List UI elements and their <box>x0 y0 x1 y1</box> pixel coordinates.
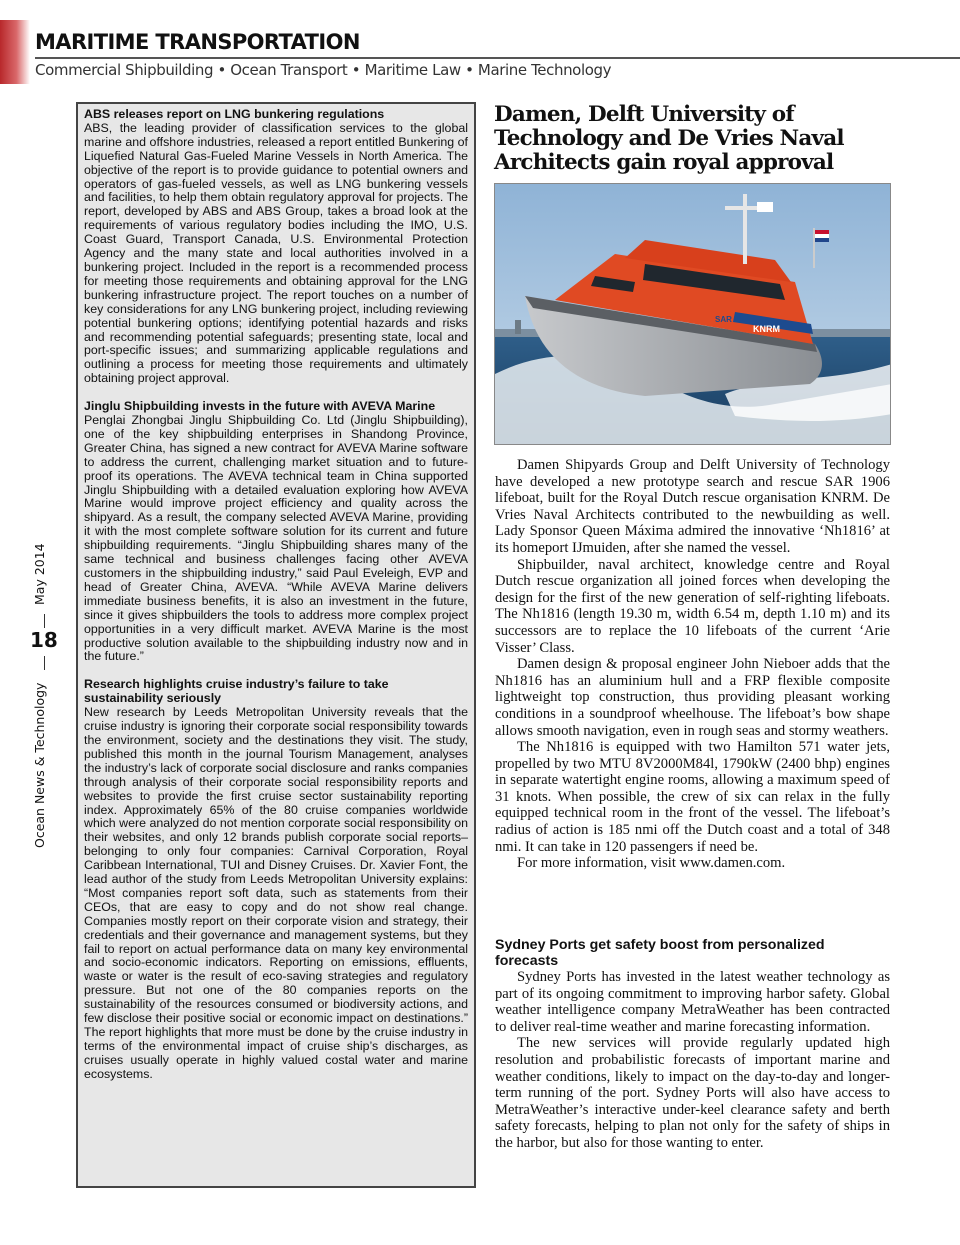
hull-text: KNRM <box>753 324 780 334</box>
brief-headline: Research highlights cruise industry’s failure to take sustainability seriously <box>84 677 389 706</box>
section-title: MARITIME TRANSPORTATION <box>35 30 360 54</box>
story-paragraph: Shipbuilder, naval architect, knowledge centre and Royal Dutch rescue organization all joined forces when developing the design for the first of the new generation of self-righting lifeboats. The Nh1816 (length 19.30 m, width 6.54 m, depth 1.10 m) and its successors are to replace the 10 lifeboats of the current ‘Arie Visser’ Class. <box>495 556 890 656</box>
lifeboat-illustration <box>495 184 891 445</box>
section-subtitle: Commercial Shipbuilding • Ocean Transport • Maritime Law • Marine Technology <box>35 61 612 79</box>
story-paragraph: The Nh1816 is equipped with two Hamilton 571 water jets, propelled by two MTU 8V2000M84l, 1790kW (2400 bhp) engines in separate watertight engine rooms, allowing a maximum speed of 31 knots. When possible, the crew of six can relax in the fully equipped technical room in the front of the vessel. The lifeboat’s radius of action is 185 nmi off the Dutch coast and a total of 348 nmi. It can take in 120 passengers if need be. <box>495 739 890 855</box>
story-paragraph: Damen design & proposal engineer John Nieboer adds that the Nh1816 has an aluminium hull and a FRP flexible composite lightweight top construction, thus providing pleasant working conditions in a soundproof wheelhouse. The lifeboat’s bow shape allows smooth navigation, even in rough seas and stormy weathers. <box>495 656 890 739</box>
lifeboat-photo <box>494 183 891 445</box>
side-divider <box>44 656 45 670</box>
brief-article <box>84 108 468 386</box>
bow-text: SAR <box>715 315 732 324</box>
publication-name: Ocean News & Technology <box>32 682 47 848</box>
story-paragraph: For more information, visit www.damen.com. <box>517 855 786 872</box>
issue-date: May 2014 <box>32 543 47 605</box>
second-story-body <box>495 969 890 1152</box>
page-number: 18 <box>30 628 58 652</box>
header-divider <box>35 57 960 59</box>
story-paragraph: Damen Shipyards Group and Delft University of Technology have developed a new prototype search and rescue SAR 1906 lifeboat, built for the Royal Dutch rescue organisation KNRM. De Vries Naval Architects contributed to the newbuilding as well. Lady Sponsor Queen Máxima admired the innovative ‘Nh1816’ at its homeport IJmuiden, after she named the vessel. <box>495 457 890 556</box>
brief-body: Penglai Zhongbai Jinglu Shipbuilding Co. Ltd (Jinglu Shipbuilding), one of the key shipbuilding enterprises in Shandong Province, Greater China, has signed a new contract for AVEVA Marine software to address the current, challenging market situation and to future-proof its operations. The AVEVA technical team in China supported Jinglu Shipbuilding with a detailed evaluation exploring how AVEVA Marine would improve project efficiency and quality across the shipyard. As a result, the company selected AVEVA Marine, providing it with the most complete software solution for its current and future shipbuilding requirements. “Jinglu Shipbuilding shares many of the same technical and business challenges facing other AVEVA customers in the shipbuilding industry,” said Paul Eveleigh, EVP and head of Greater China, AVEVA. “While AVEVA Marine delivers immediate business benefits, it is also an investment in the future, since it gives shipbuilders the tools to address more complex project opportunities in a very difficult market. AVEVA Marine is the most productive solution available to the shipbuilding industry now and in the future.” <box>84 413 468 664</box>
side-divider <box>44 614 45 628</box>
second-story-headline: Sydney Ports get safety boost from personalized forecasts <box>495 937 825 969</box>
brief-body: ABS, the leading provider of classification services to the global marine and offshore industries, released a report entitled Bunkering of Liquefied Natural Gas-Fueled Marine Vessels in North America. The objective of the report is to provide guidance to potential owners and operators of gas-fueled vessels, as well as LNG bunkering vessels and facilities, to help them obtain regulatory approval for projects. The report, developed by ABS and ABS Group, takes a broad look at the requirements of various regulatory bodies including the IMO, U.S. Coast Guard, Transport Canada, U.S. Environmental Protection Agency and the many state and local authorities involved in a bunkering project. Included in the report is a recommended process for meeting those requirements and obtaining approval for the LNG bunkering infrastructure project. The report touches on a number of key considerations for any LNG bunkering project, including reviewing potential bunkering options; identifying potential hazards and risks and recommending potential safeguards; presenting state, local and port-specific issues; and summarizing applicable regulations and outlining a process for meeting those requirements and ultimately obtaining project approval. <box>84 120 468 386</box>
brief-article <box>84 400 468 664</box>
brief-headline: Jinglu Shipbuilding invests in the future with AVEVA Marine <box>84 399 436 414</box>
brief-headline: ABS releases report on LNG bunkering regulations <box>84 107 385 121</box>
section-color-tab <box>0 20 30 84</box>
main-story-headline: Damen, Delft University of Technology and De Vries Naval Architects gain royal approval <box>494 102 844 175</box>
main-story-body <box>495 457 890 872</box>
brief-body: New research by Leeds Metropolitan University reveals that the cruise industry is ignoring their corporate social responsibility towards the environment, society and the destinations they visit. The study, published this month in the journal Tourism Management, analyses the industry’s lack of corporate social disclosure and ranks companies through analysis of their corporate social responsibility reports and websites to provide the first cruise sector sustainability reporting index. Approximately 65% of the 80 cruise companies worldwide which were analyzed do not mention corporate social responsibility on their websites, and only 12 brands publish corporate social reports–belonging to only four companies: Carnival Corporation, Royal Caribbean International, TUI and Disney Cruises. Dr. Xavier Font, the lead author of the study from Leeds Metropolitan University explains: “Most companies report soft data, such as statements from their CEOs, that are easy to copy and do not show real change. Companies mostly report on their corporate vision and strategy, their credentials and their governance and management systems, but they fail to report on actual performance data on many key environmental and socio-economic indicators. Reporting on emissions, effluents, waste or water is the result of eco-saving strategies and regulatory pressure. But not one of the 80 companies reports on the sustainability of the resources consumed or biodiversity actions, and few disclose their positive social or economic impact on destinations.” The report highlights that more must be done by the cruise industry in terms of the environmental impact of cruise ship’s discharges, as cruises usually operate in highly valued costal water and marine ecosystems. <box>84 705 468 1081</box>
story-paragraph: Sydney Ports has invested in the latest weather technology as part of its ongoing commitment to improving harbor safety. Global weather intelligence company MetraWeather has been contracted to deliver real-time weather and marine forecasting information. <box>495 969 890 1035</box>
brief-article <box>84 678 468 1081</box>
news-briefs-sidebar <box>76 102 476 1188</box>
story-paragraph: The new services will provide regularly updated high resolution and probabilistic forecasts of important marine and weather conditions, likely to impact on the day-to-day and longer-term running of the port. Sydney Ports will also have access to MetraWeather’s interactive under-keel clearance safety and berth safety forecasts, helping to plan not only for the safety of ships in the harbor, but also for those wanting to enter. <box>495 1035 890 1151</box>
